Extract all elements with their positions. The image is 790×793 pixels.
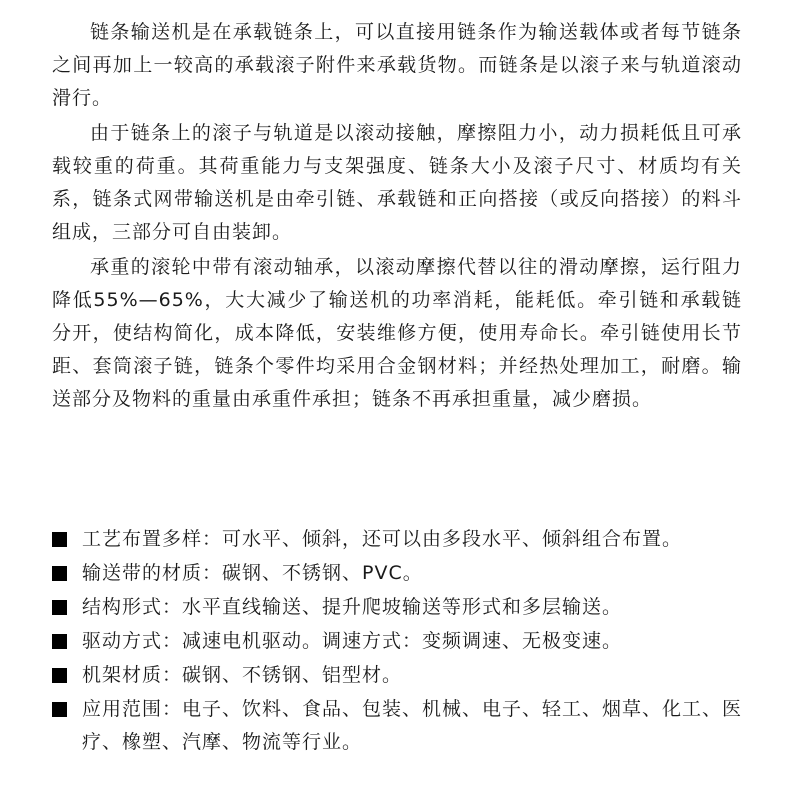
list-item <box>52 659 752 692</box>
paragraph-intro: 链条输送机是在承载链条上，可以直接用链条作为输送载体或者每节链条之间再加上一较高的承载滚子附件来承载货物。而链条是以滚子来与轨道滚动滑行。 <box>52 21 742 109</box>
feature-text: 驱动方式：减速电机驱动。调速方式：变频调速、无极变速。 <box>82 630 623 652</box>
feature-text: 结构形式：水平直线输送、提升爬坡输送等形式和多层输送。 <box>82 596 623 618</box>
square-bullet-icon <box>52 668 67 683</box>
square-bullet-icon <box>52 634 67 649</box>
list-item <box>52 625 752 658</box>
paragraph-roller-contact: 由于链条上的滚子与轨道是以滚动接触，摩擦阻力小，动力损耗低且可承载较重的荷重。其荷重能力与支架强度、链条大小及滚子尺寸、材质均有关系，链条式网带输送机是由牵引链、承载链和正向搭接（或反向搭接）的料斗组成，三部分可自由装卸。 <box>52 122 742 243</box>
paragraph-bearing: 承重的滚轮中带有滚动轴承，以滚动摩擦代替以往的滑动摩擦，运行阻力降低55%—65%，大大减少了输送机的功率消耗，能耗低。牵引链和承载链分开，使结构简化，成本降低，安装维修方便，使用寿命长。牵引链使用长节距、套筒滚子链，链条个零件均采用合金钢材料；并经热处理加工，耐磨。输送部分及物料的重量由承重件承担；链条不再承担重量，减少磨损。 <box>52 256 742 410</box>
list-item <box>52 523 752 556</box>
feature-text: 机架材质：碳钢、不锈钢、铝型材。 <box>82 664 403 686</box>
list-item <box>52 591 752 624</box>
feature-text: 应用范围：电子、饮料、食品、包装、机械、电子、轻工、烟草、化工、医疗、橡塑、汽摩、物流等行业。 <box>82 698 743 753</box>
feature-text: 工艺布置多样：可水平、倾斜，还可以由多段水平、倾斜组合布置。 <box>82 528 683 550</box>
article-body <box>52 16 742 418</box>
square-bullet-icon <box>52 566 67 581</box>
square-bullet-icon <box>52 702 67 717</box>
square-bullet-icon <box>52 532 67 547</box>
square-bullet-icon <box>52 600 67 615</box>
list-item <box>52 557 752 590</box>
feature-list <box>52 523 752 760</box>
list-item <box>52 693 752 759</box>
feature-text: 输送带的材质：碳钢、不锈钢、PVC。 <box>82 562 423 584</box>
